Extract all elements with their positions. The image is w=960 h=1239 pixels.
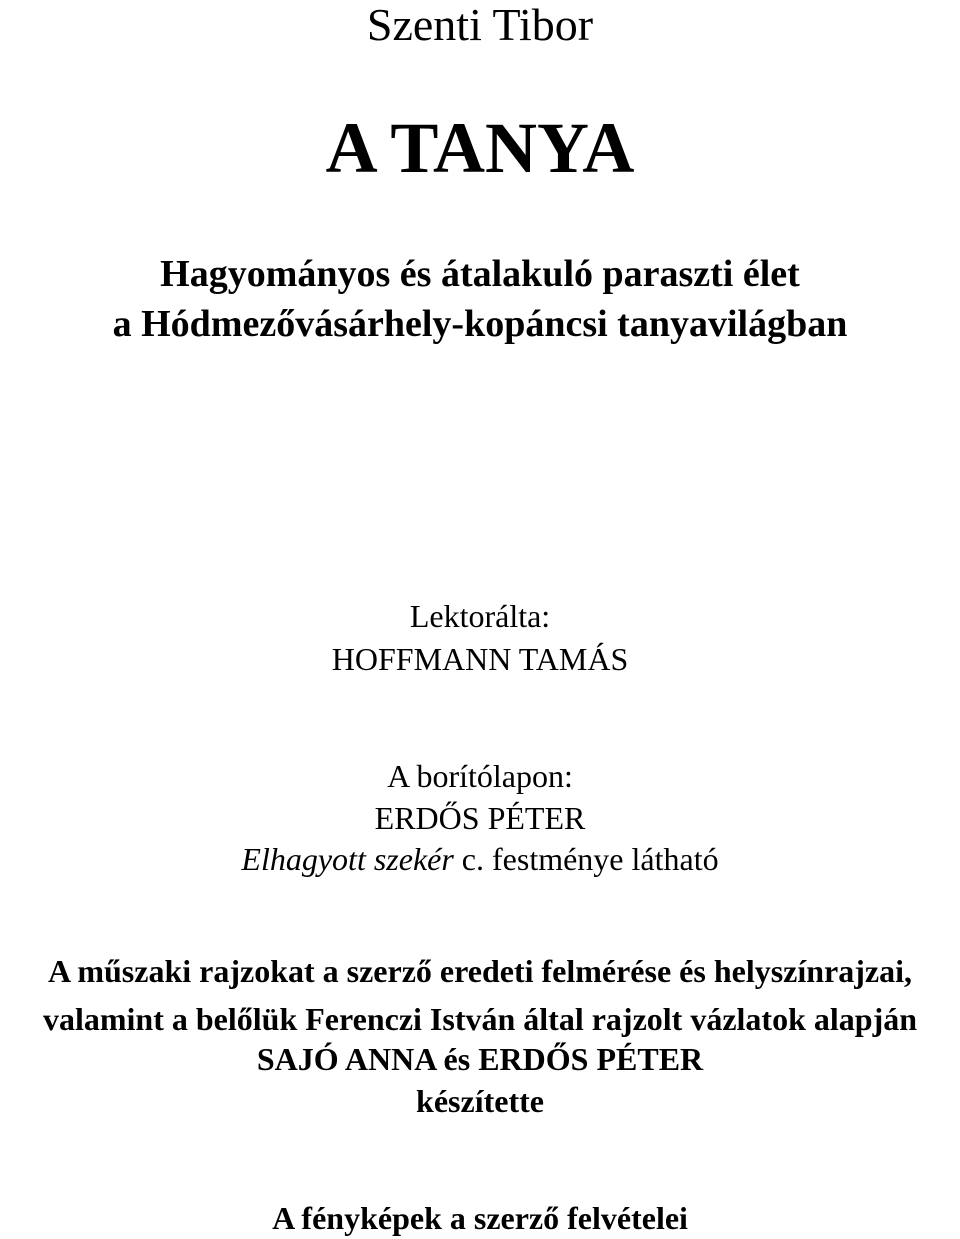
drawings-credit-line-2: valamint a belőlük Ferenczi István által rajzolt vázlatok alapján xyxy=(42,1001,918,1037)
reviewer-label: Lektorálta: xyxy=(409,598,551,634)
subtitle-line-1: Hagyományos és átalakuló paraszti élet xyxy=(160,253,800,295)
cover-caption xyxy=(0,843,960,875)
book-title: A TANYA xyxy=(325,108,635,188)
author-name: Szenti Tibor xyxy=(366,0,594,50)
photo-credit: A fényképek a szerző felvételei xyxy=(272,1200,688,1236)
drawings-credit-line-1: A műszaki rajzokat a szerző eredeti felmérése és helyszínrajzai, xyxy=(47,953,912,989)
subtitle-line-2: a Hódmezővásárhely-kopáncsi tanyavilágban xyxy=(112,303,848,345)
cover-artist: ERDŐS PÉTER xyxy=(374,800,586,836)
cover-caption-rest: c. festménye látható xyxy=(453,841,719,877)
reviewer-name: HOFFMANN TAMÁS xyxy=(331,641,629,677)
drawings-credit-line-3: SAJÓ ANNA és ERDŐS PÉTER xyxy=(256,1041,704,1077)
painting-title: Elhagyott szekér xyxy=(241,841,454,877)
cover-label: A borítólapon: xyxy=(387,758,573,794)
drawings-credit-line-4: készítette xyxy=(416,1083,544,1119)
